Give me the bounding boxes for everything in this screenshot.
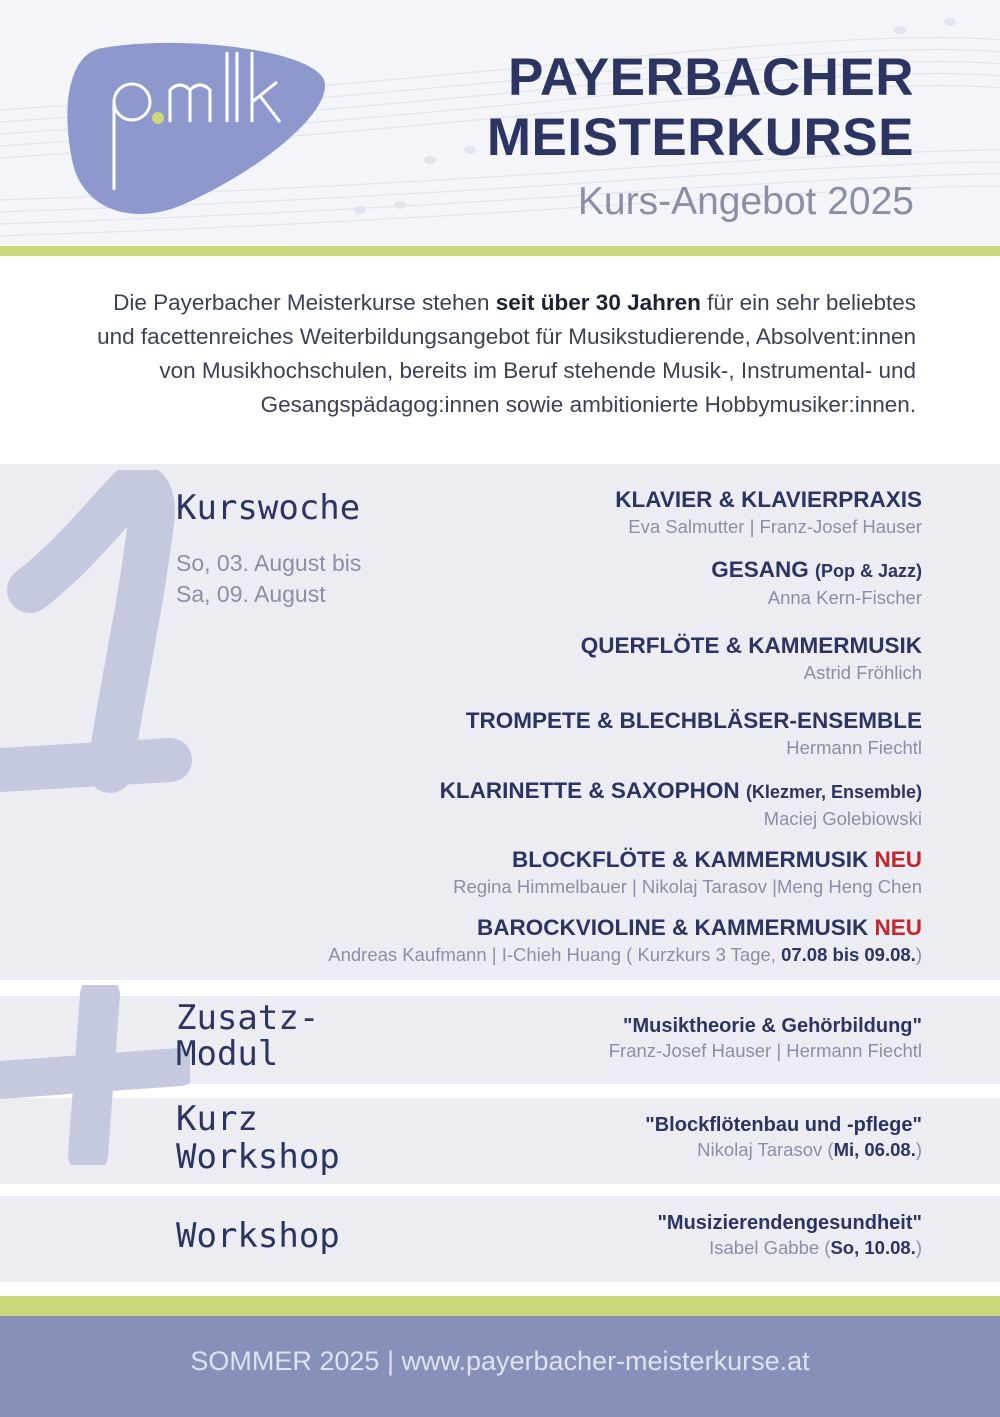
zusatzmodul-course [609,1013,922,1063]
course-teachers: Regina Himmelbauer | Nikolaj Tarasov |Meng Heng Chen [453,876,922,897]
intro-highlight: seit über 30 Jahren [495,290,701,315]
course-title: "Musizierendengesundheit" [657,1212,922,1234]
label-line-2: Modul [176,1034,279,1074]
intro-text [96,286,916,422]
page-title [487,48,914,168]
teachers-end: ) [915,944,922,965]
header-divider [0,246,1000,256]
course-teachers: Hermann Fiechtl [786,737,922,758]
workshop-label: Workshop [176,1216,340,1256]
course-title [328,914,922,942]
course-klarinette [440,777,922,832]
course-title: KLAVIER & KLAVIERPRAXIS [615,487,922,512]
label-line-1: Zusatz- [176,998,320,1038]
course-title-text: BAROCKVIOLINE & KAMMERMUSIK [476,915,869,940]
footer-text[interactable]: SOMMER 2025 | www.payerbacher-meisterkurse.at [190,1346,810,1376]
course-teachers: Franz-Josef Hauser | Hermann Fiechtl [608,1040,922,1061]
intro-part-2: für ein sehr beliebtes und facettenreiches Weiterbildungsangebot für Musikstudierende, Absolvent:innen von Musikhochschulen, bereits im Beruf stehende Musik-, Instrumental- und Gesangspädagog:innen sowie ambitionierte Hobbymusiker:innen. [97,290,916,417]
title-line-2: MEISTERKURSE [486,108,914,167]
plus-sign [0,985,190,1165]
kurzworkshop-label [176,1100,340,1176]
kurswoche-label: Kurswoche [176,488,361,528]
pmk-logo [62,40,330,216]
course-teachers: Anna Kern-Fischer [767,587,922,608]
course-title: TROMPETE & BLECHBLÄSER-ENSEMBLE [465,708,922,733]
course-title-text: KLARINETTE & SAXOPHON [439,778,740,803]
course-querfloete [581,632,922,686]
course-title-suffix: (Pop & Jazz) [814,561,922,581]
title-line-1: PAYERBACHER [507,48,914,107]
page-subtitle: Kurs-Angebot 2025 [577,180,914,223]
teacher-end: ) [915,1237,922,1258]
course-title-suffix: (Klezmer, Ensemble) [745,782,922,802]
course-title [453,846,922,874]
intro-part-1: Die Payerbacher Meisterkurse stehen [113,290,496,315]
zusatzmodul-label [176,1000,319,1072]
label-line-2: Workshop [176,1137,340,1177]
course-date: So, 10.08. [830,1237,916,1258]
course-klavier [615,486,922,540]
course-title: "Musiktheorie & Gehörbildung" [623,1015,922,1037]
date-line-1: So, 03. August bis [176,550,362,576]
teacher-text: Isabel Gabbe ( [709,1237,831,1258]
course-teachers: Eva Salmutter | Franz-Josef Hauser [628,516,922,537]
workshop-course [657,1210,922,1260]
kurzworkshop-course [645,1112,922,1162]
course-teachers: Astrid Fröhlich [803,662,922,683]
course-teachers [328,942,922,968]
course-title-text: GESANG [711,557,809,582]
course-title: "Blockflötenbau und -pflege" [645,1114,922,1136]
course-teachers [645,1138,922,1162]
big-number-one [0,470,200,820]
week-dates [176,548,361,610]
teachers-text: Andreas Kaufmann | I-Chieh Huang ( Kurzkurs 3 Tage, [328,944,782,965]
new-badge: NEU [874,847,922,872]
course-gesang [711,556,922,611]
course-teachers: Maciej Golebiowski [763,808,922,829]
course-title [440,777,922,806]
teacher-text: Nikolaj Tarasov ( [697,1139,834,1160]
course-title [711,556,922,585]
course-title-text: BLOCKFLÖTE & KAMMERMUSIK [511,847,869,872]
course-title: QUERFLÖTE & KAMMERMUSIK [580,633,922,658]
course-blockfloete [453,846,922,900]
teacher-end: ) [915,1139,922,1160]
course-dates: 07.08 bis 09.08. [781,944,916,965]
course-date: Mi, 06.08. [833,1139,916,1160]
new-badge: NEU [874,915,922,940]
header-banner [0,0,1000,246]
footer-divider [0,1296,1000,1316]
course-trompete [466,707,922,761]
label-line-1: Kurz [176,1099,258,1139]
course-teachers [657,1236,922,1260]
course-barockvioline [328,914,922,968]
date-line-2: Sa, 09. August [176,581,326,607]
